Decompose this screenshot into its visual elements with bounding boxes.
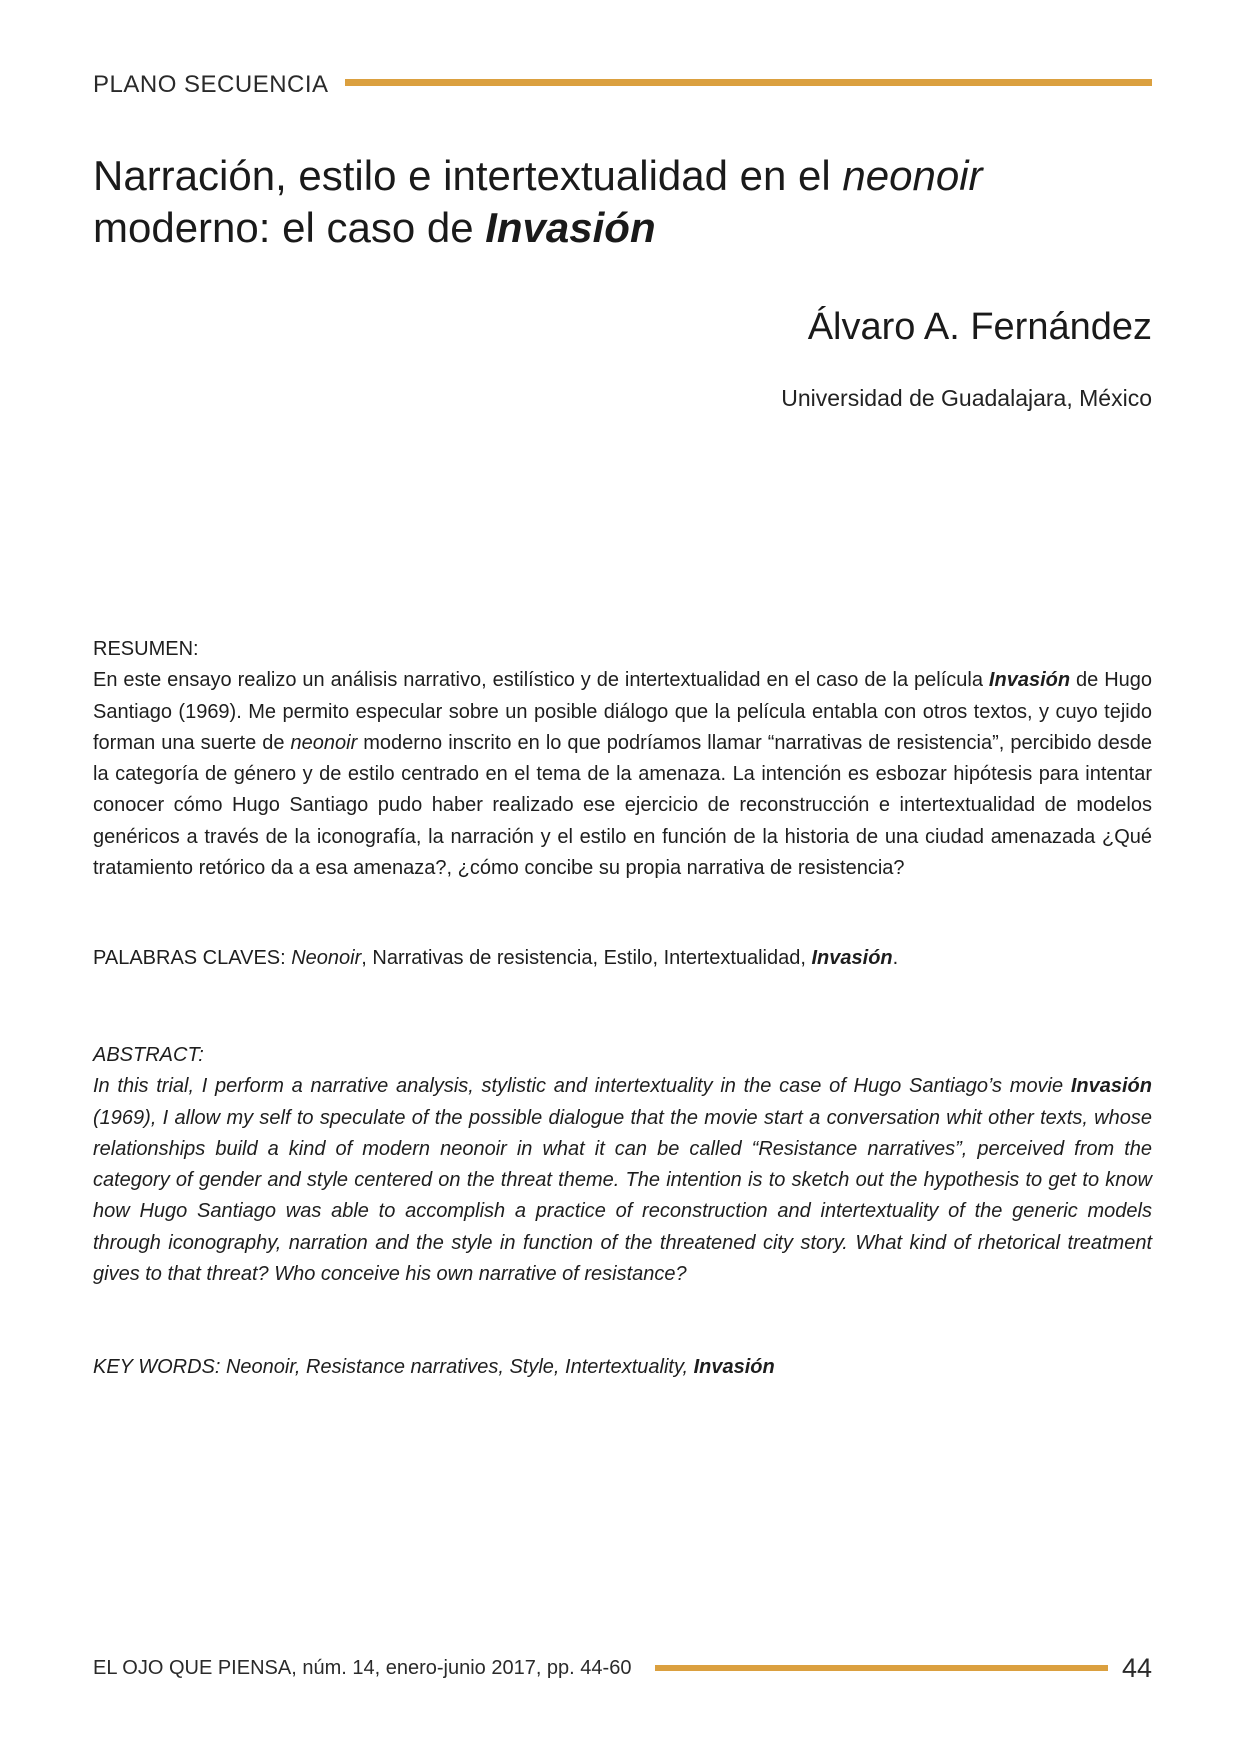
abstract-heading: ABSTRACT: bbox=[93, 1044, 204, 1066]
footer-rule bbox=[655, 1665, 1108, 1671]
page-header bbox=[93, 70, 1152, 100]
resumen-text-2: de Hugo Santiago (1969). Me permito especular sobre un posible diálogo que la película entabla con otros textos, y cuyo tejido forman una suerte de bbox=[93, 669, 1153, 754]
abstract-text-1: In this trial, I perform a narrative analysis, stylistic and intertextuality in the case of Hugo Santiago’s movie bbox=[93, 1075, 1071, 1098]
palabras-claves-end: . bbox=[892, 947, 899, 969]
resumen-heading: RESUMEN: bbox=[93, 638, 199, 660]
section-label: PLANO SECUENCIA bbox=[93, 71, 329, 98]
resumen-film-title: Invasión bbox=[988, 669, 1071, 692]
title-film: Invasión bbox=[485, 204, 656, 251]
palabras-claves-neonoir: Neonoir bbox=[291, 947, 362, 969]
key-words-film: Invasión bbox=[693, 1356, 775, 1378]
abstract-section bbox=[93, 1040, 1152, 1290]
page-number: 44 bbox=[1121, 1652, 1152, 1683]
abstract-film-title: Invasión bbox=[1070, 1075, 1152, 1098]
palabras-claves-film: Invasión bbox=[811, 947, 893, 969]
palabras-claves bbox=[93, 943, 1152, 974]
title-text-1: Narración, estilo e intertextualidad en el bbox=[93, 152, 843, 199]
header-rule bbox=[345, 79, 1152, 86]
key-words-label: KEY WORDS: Neonoir, Resistance narratives, Style, Intertextuality, bbox=[93, 1356, 694, 1378]
resumen-body bbox=[93, 665, 1152, 884]
abstract-body bbox=[93, 1071, 1152, 1290]
page-footer bbox=[93, 1651, 1152, 1685]
resumen-text-1: En este ensayo realizo un análisis narrativo, estilístico y de intertextualidad en el caso de la película bbox=[93, 669, 989, 692]
palabras-claves-label: PALABRAS CLAVES: bbox=[93, 947, 292, 969]
resumen-section bbox=[93, 634, 1152, 884]
article-title bbox=[93, 150, 1152, 254]
key-words bbox=[93, 1352, 1152, 1383]
title-neonoir: neonoir bbox=[842, 152, 983, 199]
author-name: Álvaro A. Fernández bbox=[807, 306, 1152, 348]
abstract-text-2: (1969), I allow my self to speculate of the possible dialogue that the movie start a conversation whit other texts, whose relationships build a kind of modern neonoir in what it can be called “Resistance narratives”, perceived from the category of gender and style centered on the threat theme. The intention is to sketch out the hypothesis to get to know how Hugo Santiago was able to accomplish a practice of reconstruction and intertextuality of the generic models through iconography, narration and the style in function of the threatened city story. What kind of rhetorical treatment gives to that threat? Who conceive his own narrative of resistance? bbox=[93, 1106, 1152, 1286]
title-text-2: moderno: el caso de bbox=[93, 204, 486, 251]
footer-citation: EL OJO QUE PIENSA, núm. 14, enero-junio 2017, pp. 44-60 bbox=[93, 1656, 632, 1679]
palabras-claves-rest: , Narrativas de resistencia, Estilo, Intertextualidad, bbox=[361, 947, 812, 969]
author-affiliation: Universidad de Guadalajara, México bbox=[781, 385, 1152, 411]
resumen-neonoir: neonoir bbox=[290, 731, 358, 754]
resumen-text-3: moderno inscrito en lo que podríamos llamar “narrativas de resistencia”, percibido desde la categoría de género y de estilo centrado en el tema de la amenaza. La intención es esbozar hipótesis para intentar conocer cómo Hugo Santiago pudo haber realizado ese ejercicio de reconstrucción e intertextualidad de modelos genéricos a través de la iconografía, la narración y el estilo en función de la historia de una ciudad amenazada ¿Qué tratamiento retórico da a esa amenaza?, ¿cómo concibe su propia narrativa de resistencia? bbox=[93, 731, 1152, 880]
